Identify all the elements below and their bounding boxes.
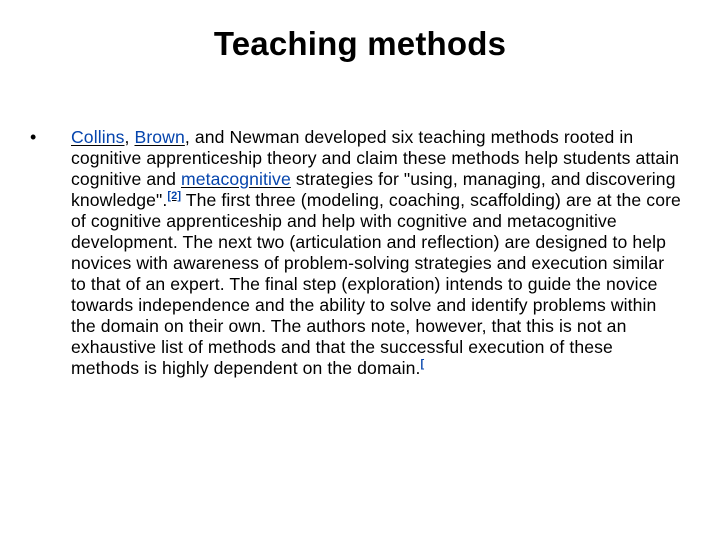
citation-ref-end[interactable]: [ — [420, 358, 425, 371]
bullet-list — [30, 127, 684, 379]
paragraph-text-2: strategies for "using, managing, and discovering knowledge". — [71, 169, 676, 210]
bullet-item — [30, 127, 684, 379]
bullet-icon: • — [30, 127, 37, 147]
citation-ref-2[interactable]: [2] — [167, 190, 182, 203]
slide-title: Teaching methods — [213, 25, 507, 62]
paragraph-text-3: The first three (modeling, coaching, scaffolding) are at the core of cognitive apprenticeship and help with cognitive and metacognitive development. The next two (articulation and reflection) are designed to help novices with awareness of problem-solving strategies and execution similar to that of an expert. The final step (exploration) intends to guide the novice towards independence and the ability to solve and identify problems within the domain on their own. The authors note, however, that this is not an exhaustive list of methods and that the successful execution of these methods is highly dependent on the domain. — [71, 190, 681, 378]
link-metacognitive[interactable]: metacognitive — [180, 169, 291, 189]
link-brown[interactable]: Brown — [134, 127, 185, 147]
bullet-paragraph — [71, 127, 684, 379]
link-collins[interactable]: Collins — [71, 127, 125, 147]
paragraph-text-1: , and Newman developed six teaching methods rooted in cognitive apprenticeship theory and claim these methods help students attain cognitive and — [71, 127, 680, 189]
separator-text: , — [124, 127, 135, 147]
